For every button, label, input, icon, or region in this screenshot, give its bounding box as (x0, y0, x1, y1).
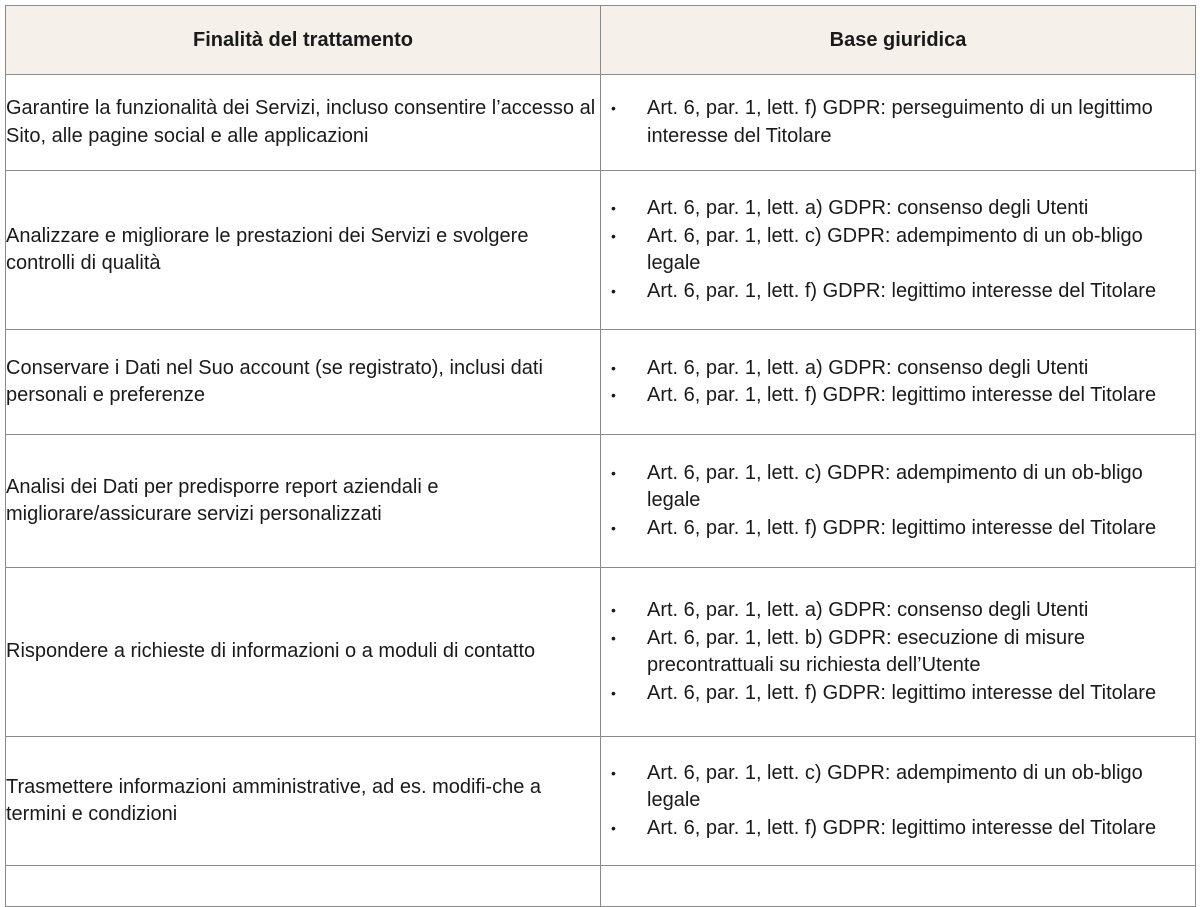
table-row (6, 75, 1196, 171)
table-row (6, 330, 1196, 435)
legal-basis-cell (601, 330, 1196, 435)
legal-basis-text: Art. 6, par. 1, lett. a) GDPR: consenso degli Utenti (647, 599, 1089, 621)
legal-basis-table (5, 5, 1196, 907)
legal-basis-item (601, 680, 1195, 708)
header-purpose: Finalità del trattamento (6, 6, 601, 75)
legal-basis-item (601, 760, 1195, 815)
bullet-icon: • (611, 100, 616, 116)
table-row (6, 171, 1196, 330)
bullet-icon: • (611, 764, 616, 781)
purpose-cell: Analisi dei Dati per predisporre report aziendali e migliorare/assicurare servizi personalizzati (6, 435, 601, 568)
legal-basis-cell (601, 75, 1196, 171)
bullet-icon: • (611, 282, 616, 299)
legal-basis-list (601, 355, 1195, 410)
legal-basis-item (601, 195, 1195, 223)
legal-basis-cell (601, 737, 1196, 866)
legal-basis-item (601, 223, 1195, 278)
legal-basis-text: Art. 6, par. 1, lett. f) GDPR: legittimo interesse del Titolare (647, 816, 1157, 839)
legal-basis-list (601, 195, 1195, 305)
table-row (6, 737, 1196, 866)
legal-basis-text: Art. 6, par. 1, lett. b) GDPR: esecuzione di misure precontrattuali su richiesta dell’Utente (647, 626, 1085, 676)
bullet-icon: • (611, 359, 616, 376)
purpose-cell: Trasmettere informazioni amministrative, ad es. modifi-che a termini e condizioni (6, 737, 601, 866)
legal-basis-item (601, 625, 1195, 680)
bullet-icon: • (611, 602, 616, 618)
bullet-icon: • (611, 684, 616, 701)
legal-basis-item (601, 382, 1195, 410)
legal-basis-text: Art. 6, par. 1, lett. a) GDPR: consenso degli Utenti (647, 197, 1089, 219)
legal-basis-item (601, 815, 1195, 843)
legal-basis-list (601, 95, 1195, 150)
table-row (6, 866, 1196, 907)
purpose-cell: Rispondere a richieste di informazioni o a moduli di contatto (6, 568, 601, 737)
legal-basis-text: Art. 6, par. 1, lett. f) GDPR: legittimo interesse del Titolare (647, 384, 1157, 406)
legal-basis-list (601, 760, 1195, 843)
legal-basis-cell (601, 568, 1196, 737)
table-header-row (6, 6, 1196, 75)
legal-basis-item (601, 460, 1195, 515)
legal-basis-cell (601, 866, 1196, 907)
legal-basis-text: Art. 6, par. 1, lett. f) GDPR: legittimo interesse del Titolare (647, 681, 1157, 704)
bullet-icon: • (611, 464, 616, 481)
purpose-cell: Garantire la funzionalità dei Servizi, incluso consentire l’accesso al Sito, alle pagine social e alle applicazioni (6, 75, 601, 171)
legal-basis-list (601, 460, 1195, 543)
bullet-icon: • (611, 819, 616, 836)
legal-basis-item (601, 355, 1195, 383)
legal-basis-cell (601, 171, 1196, 330)
legal-basis-text: Art. 6, par. 1, lett. c) GDPR: adempimento di un ob-bligo legale (647, 761, 1143, 812)
purpose-cell (6, 866, 601, 907)
legal-basis-item (601, 597, 1195, 625)
bullet-icon: • (611, 200, 616, 216)
bullet-icon: • (611, 519, 616, 536)
purpose-cell: Analizzare e migliorare le prestazioni dei Servizi e svolgere controlli di qualità (6, 171, 601, 330)
legal-basis-text: Art. 6, par. 1, lett. f) GDPR: legittimo interesse del Titolare (647, 279, 1157, 302)
legal-basis-text: Art. 6, par. 1, lett. f) GDPR: perseguimento di un legittimo interesse del Titolare (647, 97, 1153, 147)
header-legal-basis: Base giuridica (601, 6, 1196, 75)
legal-basis-text: Art. 6, par. 1, lett. c) GDPR: adempimento di un ob-bligo legale (647, 224, 1143, 274)
legal-basis-text: Art. 6, par. 1, lett. a) GDPR: consenso degli Utenti (647, 356, 1089, 379)
legal-basis-text: Art. 6, par. 1, lett. f) GDPR: legittimo interesse del Titolare (647, 516, 1157, 539)
legal-basis-item (601, 515, 1195, 543)
legal-basis-item (601, 95, 1195, 150)
bullet-icon: • (611, 387, 616, 403)
bullet-icon: • (611, 629, 616, 646)
bullet-icon: • (611, 227, 616, 244)
legal-basis-item (601, 278, 1195, 306)
table-row (6, 435, 1196, 568)
legal-basis-list (601, 597, 1195, 707)
purpose-cell: Conservare i Dati nel Suo account (se registrato), inclusi dati personali e preferenze (6, 330, 601, 435)
table-row (6, 568, 1196, 737)
legal-basis-cell (601, 435, 1196, 568)
legal-basis-text: Art. 6, par. 1, lett. c) GDPR: adempimento di un ob-bligo legale (647, 461, 1143, 512)
